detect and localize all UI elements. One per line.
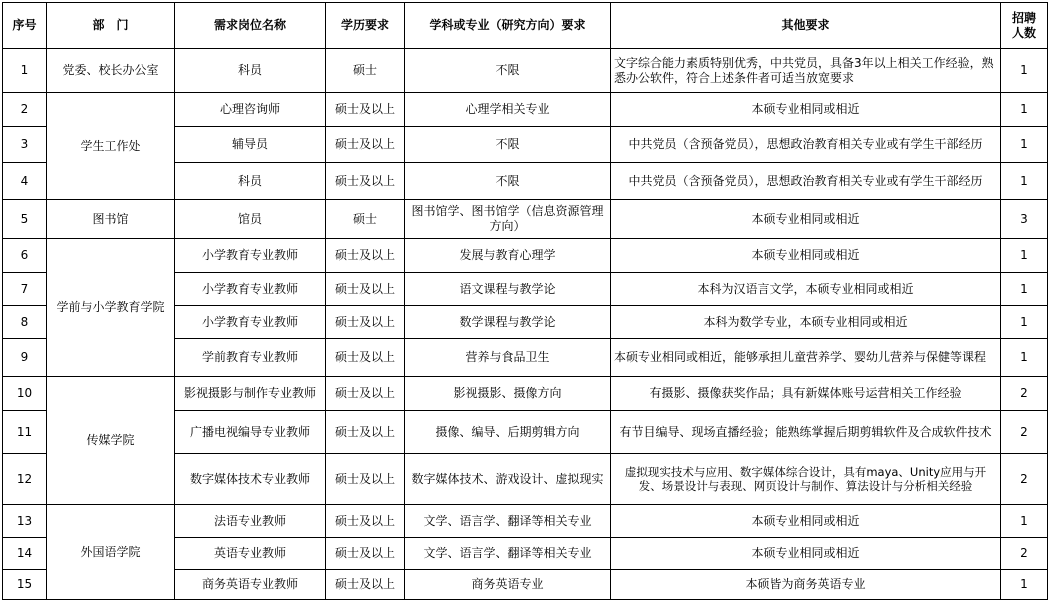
cell-no: 2 [3,93,47,127]
cell-num: 1 [1001,239,1048,273]
cell-other: 本硕专业相同或相近 [611,538,1001,570]
cell-no: 10 [3,377,47,411]
cell-other: 本硕专业相同或相近 [611,200,1001,239]
cell-other: 文字综合能力素质特别优秀，中共党员，具备3年以上相关工作经验，熟悉办公软件，符合上述条件者可适当放宽要求 [611,49,1001,93]
cell-post: 数字媒体技术专业教师 [175,454,326,505]
cell-num: 1 [1001,163,1048,200]
cell-dept: 党委、校长办公室 [47,49,175,93]
cell-major: 图书馆学、图书馆学（信息资源管理方向） [405,200,611,239]
cell-other: 本科为数学专业，本硕专业相同或相近 [611,306,1001,339]
header-other: 其他要求 [611,3,1001,49]
cell-major: 影视摄影、摄像方向 [405,377,611,411]
cell-edu: 硕士及以上 [326,163,405,200]
cell-major: 语文课程与教学论 [405,273,611,306]
cell-dept: 外国语学院 [47,505,175,600]
cell-num: 1 [1001,93,1048,127]
cell-major: 不限 [405,127,611,163]
cell-post: 小学教育专业教师 [175,239,326,273]
cell-post: 广播电视编导专业教师 [175,411,326,454]
cell-num: 1 [1001,505,1048,538]
header-no: 序号 [3,3,47,49]
cell-dept: 图书馆 [47,200,175,239]
cell-post: 心理咨询师 [175,93,326,127]
cell-major: 不限 [405,49,611,93]
cell-edu: 硕士及以上 [326,570,405,600]
cell-num: 1 [1001,127,1048,163]
cell-other: 本科为汉语言文学，本硕专业相同或相近 [611,273,1001,306]
cell-edu: 硕士及以上 [326,127,405,163]
cell-post: 馆员 [175,200,326,239]
cell-major: 数字媒体技术、游戏设计、虚拟现实 [405,454,611,505]
cell-post: 科员 [175,49,326,93]
cell-edu: 硕士及以上 [326,377,405,411]
table-row [3,93,1048,127]
cell-other: 本硕皆为商务英语专业 [611,570,1001,600]
cell-major: 不限 [405,163,611,200]
cell-post: 影视摄影与制作专业教师 [175,377,326,411]
cell-major: 营养与食品卫生 [405,339,611,377]
cell-post: 科员 [175,163,326,200]
cell-post: 辅导员 [175,127,326,163]
header-dept: 部 门 [47,3,175,49]
cell-major: 数学课程与教学论 [405,306,611,339]
cell-other: 本硕专业相同或相近 [611,93,1001,127]
cell-num: 1 [1001,49,1048,93]
cell-no: 11 [3,411,47,454]
cell-other: 虚拟现实技术与应用、数字媒体综合设计，具有maya、Unity应用与开发、场景设计与表现、网页设计与制作、算法设计与分析相关经验 [611,454,1001,505]
cell-no: 12 [3,454,47,505]
cell-edu: 硕士及以上 [326,306,405,339]
cell-post: 小学教育专业教师 [175,273,326,306]
cell-no: 3 [3,127,47,163]
table-row [3,505,1048,538]
cell-num: 2 [1001,538,1048,570]
cell-edu: 硕士及以上 [326,339,405,377]
cell-num: 2 [1001,411,1048,454]
table-row [3,239,1048,273]
cell-major: 摄像、编导、后期剪辑方向 [405,411,611,454]
cell-no: 9 [3,339,47,377]
cell-major: 文学、语言学、翻译等相关专业 [405,538,611,570]
cell-post: 商务英语专业教师 [175,570,326,600]
cell-no: 1 [3,49,47,93]
table-row [3,200,1048,239]
cell-num: 2 [1001,454,1048,505]
cell-edu: 硕士 [326,49,405,93]
cell-no: 5 [3,200,47,239]
cell-major: 文学、语言学、翻译等相关专业 [405,505,611,538]
cell-dept: 学前与小学教育学院 [47,239,175,377]
cell-no: 8 [3,306,47,339]
cell-edu: 硕士及以上 [326,505,405,538]
header-edu: 学历要求 [326,3,405,49]
table-row [3,49,1048,93]
cell-other: 有节目编导、现场直播经验；能熟练掌握后期剪辑软件及合成软件技术 [611,411,1001,454]
cell-num: 1 [1001,570,1048,600]
cell-major: 商务英语专业 [405,570,611,600]
cell-no: 14 [3,538,47,570]
cell-major: 心理学相关专业 [405,93,611,127]
cell-no: 15 [3,570,47,600]
cell-num: 1 [1001,339,1048,377]
cell-edu: 硕士及以上 [326,239,405,273]
cell-no: 4 [3,163,47,200]
cell-post: 英语专业教师 [175,538,326,570]
cell-edu: 硕士 [326,200,405,239]
table-row [3,377,1048,411]
cell-num: 2 [1001,377,1048,411]
cell-edu: 硕士及以上 [326,454,405,505]
cell-no: 7 [3,273,47,306]
header-row [3,3,1048,49]
cell-edu: 硕士及以上 [326,273,405,306]
cell-num: 1 [1001,273,1048,306]
cell-post: 小学教育专业教师 [175,306,326,339]
cell-dept: 学生工作处 [47,93,175,200]
cell-no: 13 [3,505,47,538]
cell-num: 1 [1001,306,1048,339]
cell-edu: 硕士及以上 [326,411,405,454]
cell-other: 有摄影、摄像获奖作品；具有新媒体账号运营相关工作经验 [611,377,1001,411]
cell-post: 学前教育专业教师 [175,339,326,377]
cell-dept: 传媒学院 [47,377,175,505]
cell-other: 中共党员（含预备党员），思想政治教育相关专业或有学生干部经历 [611,163,1001,200]
header-post: 需求岗位名称 [175,3,326,49]
cell-other: 本硕专业相同或相近 [611,239,1001,273]
cell-edu: 硕士及以上 [326,538,405,570]
cell-edu: 硕士及以上 [326,93,405,127]
recruitment-table [2,2,1048,600]
cell-major: 发展与教育心理学 [405,239,611,273]
header-major: 学科或专业（研究方向）要求 [405,3,611,49]
cell-no: 6 [3,239,47,273]
header-num: 招聘人数 [1001,3,1048,49]
cell-other: 本硕专业相同或相近 [611,505,1001,538]
cell-num: 3 [1001,200,1048,239]
cell-other: 本硕专业相同或相近，能够承担儿童营养学、婴幼儿营养与保健等课程 [611,339,1001,377]
cell-other: 中共党员（含预备党员），思想政治教育相关专业或有学生干部经历 [611,127,1001,163]
cell-post: 法语专业教师 [175,505,326,538]
